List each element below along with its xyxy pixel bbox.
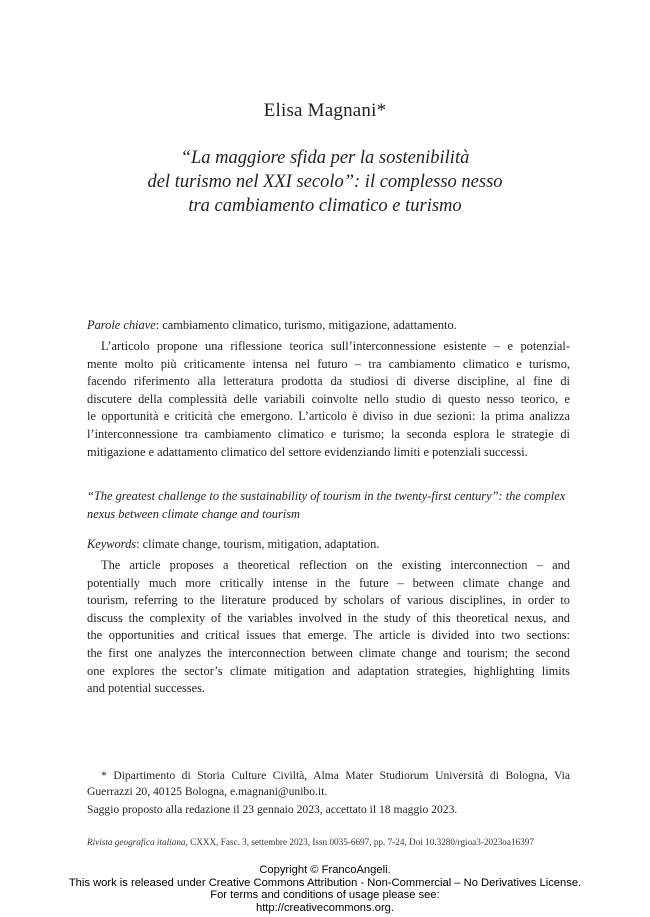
article-title-english [87,488,570,523]
abstract-line: mitigazione e adattamento climatico del settore evidenziando limiti e potenziali successi. [87,444,528,459]
abstract-line: potentially much more critically intense in the future – between climate change and [87,575,570,590]
footnote-line: * Dipartimento di Storia Culture Civiltà, Alma Mater Studiorum Università di Bologna, Via [101,769,570,782]
copyright-line: Copyright © FrancoAngeli. [259,864,391,876]
abstract-line: l’interconnessione tra cambiamento climatico e turismo; la seconda esplora le strategie di [87,426,570,441]
journal-details: , CXXX, Fasc. 3, settembre 2023, Issn 0035-6697, pp. 7-24, Doi 10.3280/rgioa3-2023oa16397 [185,837,534,847]
title-line: “The greatest challenge to the sustainability of tourism in the twenty-first century”: the complex [87,489,566,503]
abstract-line: discutere della complessità delle variabili coinvolte nello studio di questo nesso teorico, e [87,391,570,406]
journal-name: Rivista geografica italiana [87,837,186,847]
copyright-notice [0,864,650,914]
footnote-line: Guerrazzi 20, 40125 Bologna, e.magnani@unibo.it. [87,785,328,798]
keywords-label: Parole chiave [87,318,156,332]
abstract-line: le opportunità e criticità che emergono. L’articolo è diviso in due sezioni: la prima analizza [87,409,570,424]
license-line: This work is released under Creative Commons Attribution - Non-Commercial – No Derivatives License. [68,876,582,889]
author-affiliation-footnote [87,768,570,800]
keywords-english [87,537,379,552]
abstract-line: L’articolo propone una riflessione teorica sull’interconnessione esistente – e potenzial- [101,339,570,353]
abstract-line: and potential successes. [87,681,206,696]
abstract-line: the opportunities and critical issues that emerge. The article is divided into two sections: [87,628,570,643]
keywords-italian [87,318,457,333]
journal-citation [87,837,570,847]
abstract-line: one explores the sector’s climate mitigation and adaptation strategies, highlighting limits [87,663,570,678]
abstract-line: facendo riferimento alla letteratura prodotta da studiosi di diverse discipline, al fine di [87,374,570,389]
abstract-line: tourism, referring to the literature produced by scholars of various disciplines, in order to [87,593,570,608]
author-name: Elisa Magnani* [263,100,387,121]
article-title-italian [110,146,540,218]
terms-line: For terms and conditions of usage please see: [210,889,440,902]
license-url: http://creativecommons.org. [255,901,395,914]
abstract-line: mente molto più criticamente intensa nel futuro – tra cambiamento climatico e turismo, [87,356,570,371]
abstract-line: The article proposes a theoretical reflection on the existing interconnection – and [101,558,570,572]
abstract-line: the first one analyzes the interconnection between climate change and tourism; the second [87,645,570,660]
abstract-english [87,557,570,698]
abstract-line: discuss the complexity of the variables involved in the study of this theoretical nexus, and [87,610,570,625]
title-line: del turismo nel XXI secolo”: il complesso nesso [147,172,503,192]
title-line: nexus between climate change and tourism [87,506,301,521]
title-line: tra cambiamento climatico e turismo [188,196,462,216]
keywords-label: Keywords [87,537,137,551]
title-line: “La maggiore sfida per la sostenibilità [180,148,470,168]
keywords-text: : climate change, tourism, mitigation, adaptation. [136,537,380,551]
submission-dates: Saggio proposto alla redazione il 23 gennaio 2023, accettato il 18 maggio 2023. [87,803,458,816]
keywords-text: : cambiamento climatico, turismo, mitigazione, adattamento. [155,318,457,332]
abstract-italian [87,338,570,461]
